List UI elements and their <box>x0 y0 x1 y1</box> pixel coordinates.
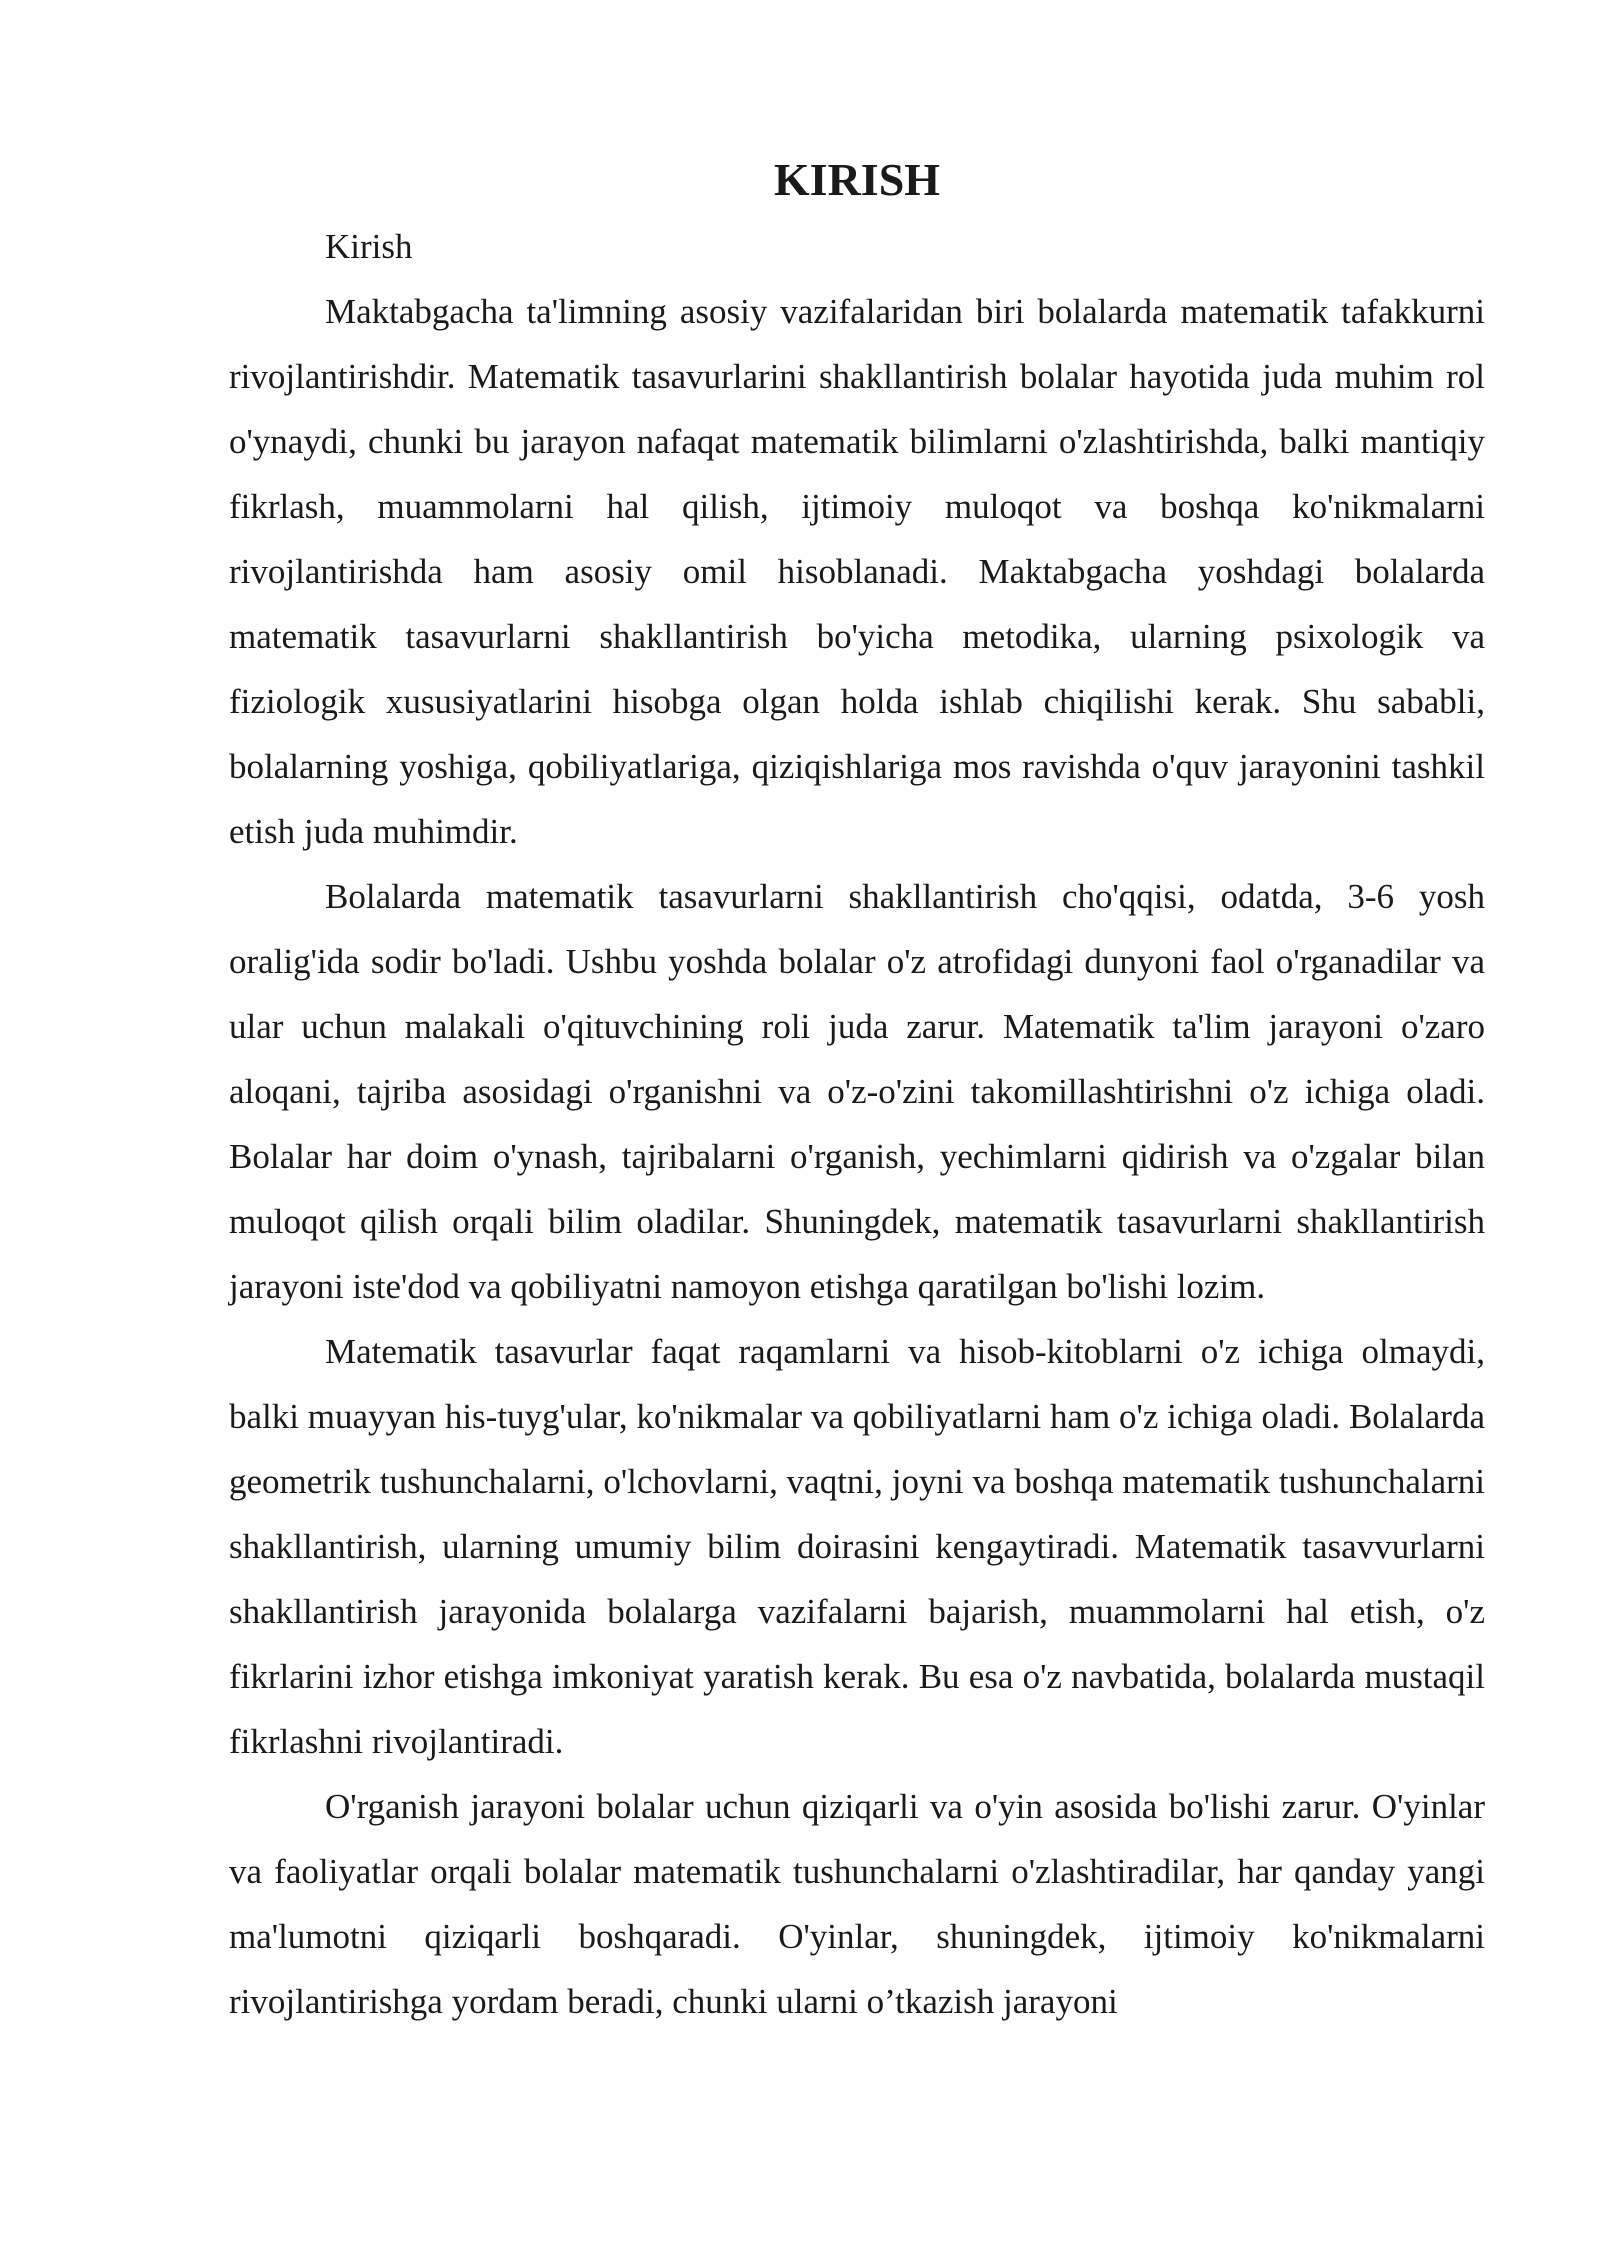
section-subheading: Kirish <box>325 227 413 266</box>
paragraph-2: Bolalarda matematik tasavurlarni shakllantirish cho'qqisi, odatda, 3-6 yosh oralig'ida sodir bo'ladi. Ushbu yoshda bolalar o'z atrofidagi dunyoni faol o'rganadilar va ular uchun malakali o'qituvchining roli juda zarur. Matematik ta'lim jarayoni o'zaro aloqani, tajriba asosidagi o'rganishni va o'z-o'zini takomillashtirishni o'z ichiga oladi. Bolalar har doim o'ynash, tajribalarni o'rganish, yechimlarni qidirish va o'zgalar bilan muloqot qilish orqali bilim oladilar. Shuningdek, matematik tasavurlarni shakllantirish jarayoni iste'dod va qobiliyatni namoyon etishga qaratilgan bo'lishi lozim. <box>229 877 1485 1306</box>
paragraph-4: O'rganish jarayoni bolalar uchun qiziqarli va o'yin asosida bo'lishi zarur. O'yinlar va faoliyatlar orqali bolalar matematik tushunchalarni o'zlashtiradilar, har qanday yangi ma'lumotni qiziqarli boshqaradi. O'yinlar, shuningdek, ijtimoiy ko'nikmalarni rivojlantirishga yordam beradi, chunki ularni o’tkazish jarayoni <box>229 1787 1485 2021</box>
document-title: KIRISH <box>773 154 941 205</box>
paragraph-3: Matematik tasavurlar faqat raqamlarni va hisob-kitoblarni o'z ichiga olmaydi, balki muayyan his-tuyg'ular, ko'nikmalar va qobiliyatlarni ham o'z ichiga oladi. Bolalarda geometrik tushunchalarni, o'lchovlarni, vaqtni, joyni va boshqa matematik tushunchalarni shakllantirish, ularning umumiy bilim doirasini kengaytiradi. Matematik tasavvurlarni shakllantirish jarayonida bolalarga vazifalarni bajarish, muammolarni hal etish, o'z fikrlarini izhor etishga imkoniyat yaratish kerak. Bu esa o'z navbatida, bolalarda mustaqil fikrlashni rivojlantiradi. <box>229 1332 1485 1761</box>
paragraph-1: Maktabgacha ta'limning asosiy vazifalaridan biri bolalarda matematik tafakkurni rivojlantirishdir. Matematik tasavurlarini shakllantirish bolalar hayotida juda muhim rol o'ynaydi, chunki bu jarayon nafaqat matematik bilimlarni o'zlashtirishda, balki mantiqiy fikrlash, muammolarni hal qilish, ijtimoiy muloqot va boshqa ko'nikmalarni rivojlantirishda ham asosiy omil hisoblanadi. Maktabgacha yoshdagi bolalarda matematik tasavurlarni shakllantirish bo'yicha metodika, ularning psixologik va fiziologik xususiyatlarini hisobga olgan holda ishlab chiqilishi kerak. Shu sababli, bolalarning yoshiga, qobiliyatlariga, qiziqishlariga mos ravishda o'quv jarayonini tashkil etish juda muhimdir. <box>229 292 1485 851</box>
document-page <box>229 150 1485 2034</box>
